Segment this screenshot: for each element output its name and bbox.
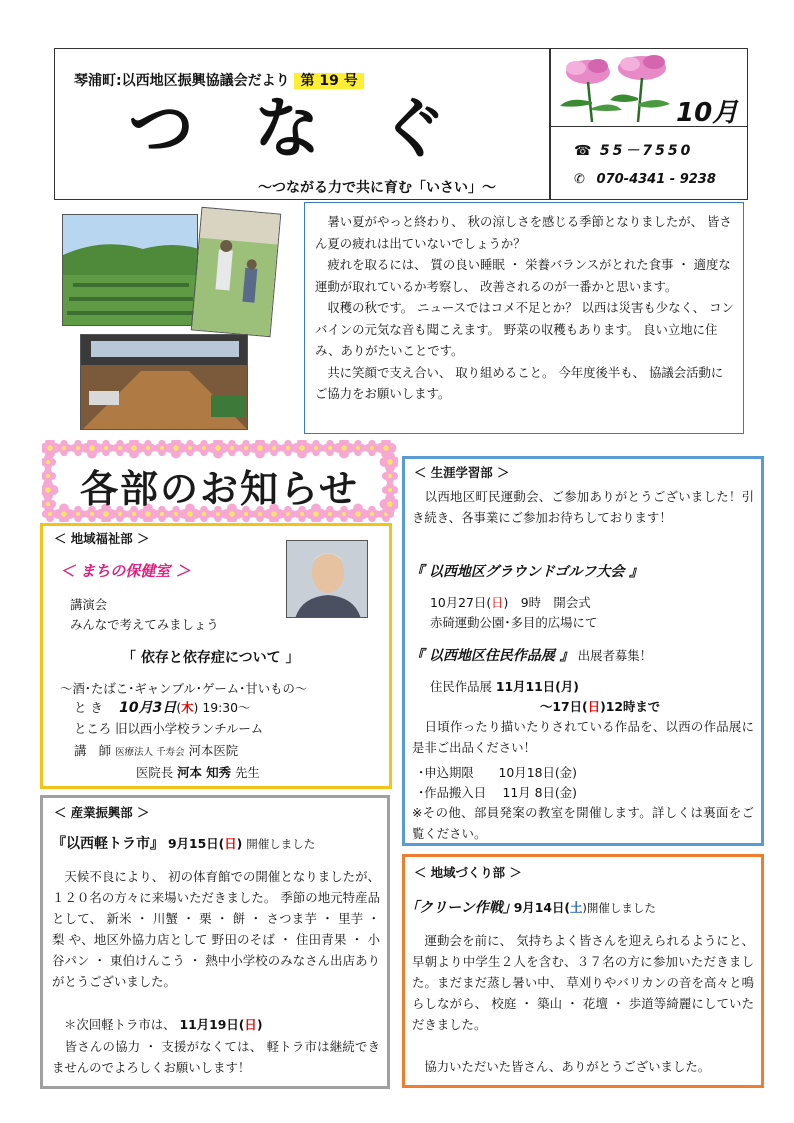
lecturer-org-small: 医療法人 千寿会 xyxy=(115,747,185,758)
flower-illustration xyxy=(556,52,676,124)
exhibition-end-row xyxy=(540,700,660,715)
welfare-lecturer-row xyxy=(74,744,238,759)
banner-flower xyxy=(266,440,282,456)
groundgolf-date-row xyxy=(430,596,591,611)
groundgolf-title: 『 以西地区グラウンドゴルフ大会 』 xyxy=(410,564,644,580)
welfare-line-2: みんなで考えてみましょう xyxy=(70,617,219,632)
banner-flower xyxy=(364,506,380,522)
banner-flower xyxy=(308,440,324,456)
mobile-phone-icon: ✆ xyxy=(574,172,585,187)
welfare-subheading: ＜ まちの保健室 ＞ xyxy=(60,562,191,580)
where-label: ところ xyxy=(74,721,112,736)
exhibition-body: 日頃作ったり描いたりされている作品を、以西の作品展に是非ご出品ください！ xyxy=(412,719,754,755)
welfare-line-1: 講演会 xyxy=(70,597,108,612)
intro-paragraph-1: 暑い夏がやっと終わり、 秋の涼しさを感じる季節となりましたが、 皆さん夏の疲れは出ていないでしょうか？ xyxy=(315,214,732,251)
intro-paragraph-4: 共に笑顔で支え合い、 取り組めること。 今年度後半も、 協議会活動にご協力をお願いします。 xyxy=(315,364,724,401)
lecturer-suffix: 先生 xyxy=(234,765,260,780)
mobile-number: 070-4341 - 9238 xyxy=(596,172,716,187)
intro-paragraph-3: 収穫の秋です。 ニュースではコメ不足とか？ 以西は災害も少なく、 コンバインの元気な音も聞こえます。 野菜の収穫もあります。 良い立地に住み、ありがたいことです。 xyxy=(315,300,734,358)
exhibition-label: 住民作品展 xyxy=(430,679,492,694)
banner-flower xyxy=(98,440,114,456)
groundgolf-place: 赤碕運動公園･多目的広場にて xyxy=(430,615,598,630)
intro-paragraph-2: 疲れを取るには、 質の良い睡眠 ・ 栄養バランスがとれた食事 ・ 適度な運動が取れているか考察し、 改善されるのが一番かと思います。 xyxy=(315,257,731,294)
welfare-lecturer-name-row xyxy=(136,766,260,781)
banner-flower xyxy=(182,440,198,456)
welfare-where-row xyxy=(74,722,263,737)
industry-event-row: 『以西軽トラ市』 9月15日(日) 開催しました xyxy=(52,836,316,852)
when-day: 木 xyxy=(181,700,194,715)
exhibition-end-day: 日 xyxy=(587,699,601,714)
org-name: 琴浦町:以西地区振興協議会だより xyxy=(74,73,290,89)
intro-message-box xyxy=(304,202,744,434)
banner-flower xyxy=(382,468,398,484)
exhibition-start: 11月11日(月) xyxy=(495,679,579,694)
phone-row xyxy=(574,140,693,160)
community-event-day: 土 xyxy=(570,900,583,915)
banner-flower xyxy=(224,440,240,456)
exhibition-end-prefix: ～17日( xyxy=(540,699,588,714)
lecturer-name: 河本 知秀 xyxy=(177,765,232,780)
flower-cluster-right xyxy=(618,55,666,80)
industry-event-title: 『以西軽トラ市』 xyxy=(52,836,164,852)
community-event-row xyxy=(412,900,656,917)
community-thanks: 協力いただいた皆さん、ありがとうございました。 xyxy=(412,1059,711,1074)
phone-number: 55－7550 xyxy=(599,143,694,159)
industry-event-status: 開催しました xyxy=(246,837,316,851)
org-line xyxy=(74,70,364,90)
tagline: ～つながる力で共に育む「いさい」～ xyxy=(258,180,496,196)
lifelong-note: ※その他、部員発案の教室を開催します。詳しくは裏面をご覧ください。 xyxy=(412,805,754,841)
when-time: 19:30～ xyxy=(202,700,251,715)
community-event-status: )開催しました xyxy=(582,901,656,915)
exhibition-end-suffix: )12時まで xyxy=(600,699,661,714)
welfare-when-row: と き 10月3日(木) 19:30～ xyxy=(74,700,251,716)
community-event-title: ｢クリーン作戦｣ xyxy=(412,900,510,916)
industry-heading: ＜ 産業振興部 ＞ xyxy=(54,805,150,820)
banner-flower xyxy=(350,440,366,456)
phone-icon: ☎ xyxy=(574,143,595,159)
when-date: 10月3日 xyxy=(119,700,177,716)
industry-event-day: 日 xyxy=(224,836,237,851)
groundgolf-date: 10月27日( xyxy=(430,595,492,610)
photo-gymnasium xyxy=(80,334,248,430)
flower-cluster-left xyxy=(566,59,610,84)
exhibition-delivery: ･作品搬入日 11月 8日(金) xyxy=(418,785,577,800)
banner-flower xyxy=(56,440,72,456)
exhibition-title: 『 以西地区住民作品展 』 xyxy=(410,648,574,664)
lifelong-intro: 以西地区町民運動会、ご参加ありがとうございました！引き続き、各事業にご参加お待ちしております！ xyxy=(412,489,754,525)
lifelong-heading: ＜ 生涯学習部 ＞ xyxy=(414,465,510,480)
where-value: 旧以西小学校ランチルーム xyxy=(115,721,264,736)
groundgolf-day: 日 xyxy=(491,595,504,610)
welfare-topic: 「 依存と依存症について 」 xyxy=(122,650,300,666)
groundgolf-time: ) 9時 開会式 xyxy=(503,595,591,610)
industry-next-date: 11月19日 xyxy=(179,1017,239,1032)
exhibition-deadline: ･申込期限 10月18日(金) xyxy=(418,765,577,780)
section-banner-title: 各部のお知らせ xyxy=(80,467,359,511)
welfare-heading: ＜ 地域福祉部 ＞ xyxy=(54,531,150,546)
industry-body: 天候不良により、 初の体育館での開催となりましたが、 １２０名の方々に来場いただきました。 季節の地元特産品として、 新米 ・ 川蟹 ・ 栗 ・ 餅 ・ さつま芋 ・ 里芋 ・ 梨 や、地区外協力店として 野田のそば ・ 住田青果 ・ 小谷パン ・ 東伯けんこう ・ 熱中小学校のみなさん出店ありがとうございました。 xyxy=(52,869,380,989)
exhibition-suffix: 出展者募集！ xyxy=(577,648,653,663)
community-body: 運動会を前に、 気持ちよく皆さんを迎えられるようにと、 早朝より中学生２人を含む、３７名の方に参加いただきました。まだまだ蒸し暑い中、 草刈りやバリカンの音を高々と鳴らしながら、 校庭 ・ 築山 ・ 花壇 ・ 歩道等綺麗にしていただきました。 xyxy=(412,933,754,1032)
banner-flower xyxy=(140,440,156,456)
lecturer-portrait xyxy=(286,540,368,618)
lecturer-label: 講 師 xyxy=(74,743,112,758)
when-label: と き xyxy=(74,700,103,715)
newsletter-title: つなぐ xyxy=(128,90,506,167)
issue-month: 10月 xyxy=(676,98,739,128)
issue-number: 第 19 号 xyxy=(294,73,363,89)
industry-next-prefix: ＊次回軽トラ市は、 xyxy=(64,1017,176,1032)
exhibition-start-row xyxy=(430,680,579,695)
welfare-subtopic: ～酒･たばこ･ギャンブル･ゲーム･甘いもの～ xyxy=(60,681,308,696)
industry-next-day: 日 xyxy=(244,1017,257,1032)
photo-volunteers xyxy=(191,207,282,338)
industry-closing: 皆さんの協力 ・ 支援がなくては、 軽トラ市は継続できませんのでよろしくお願いします！ xyxy=(52,1039,380,1075)
lecturer-org: 河本医院 xyxy=(188,743,239,758)
community-heading: ＜ 地域づくり部 ＞ xyxy=(414,865,522,880)
mobile-row xyxy=(574,172,716,187)
industry-next-row: ＊次回軽トラ市は、 11月19日(日) xyxy=(64,1017,263,1032)
community-event-date: 9月14日( xyxy=(513,900,570,915)
exhibition-title-row xyxy=(410,648,652,665)
photo-field-work xyxy=(62,214,198,326)
lecturer-title: 医院長 xyxy=(136,765,174,780)
industry-event-date: 9月15日 xyxy=(167,836,219,851)
